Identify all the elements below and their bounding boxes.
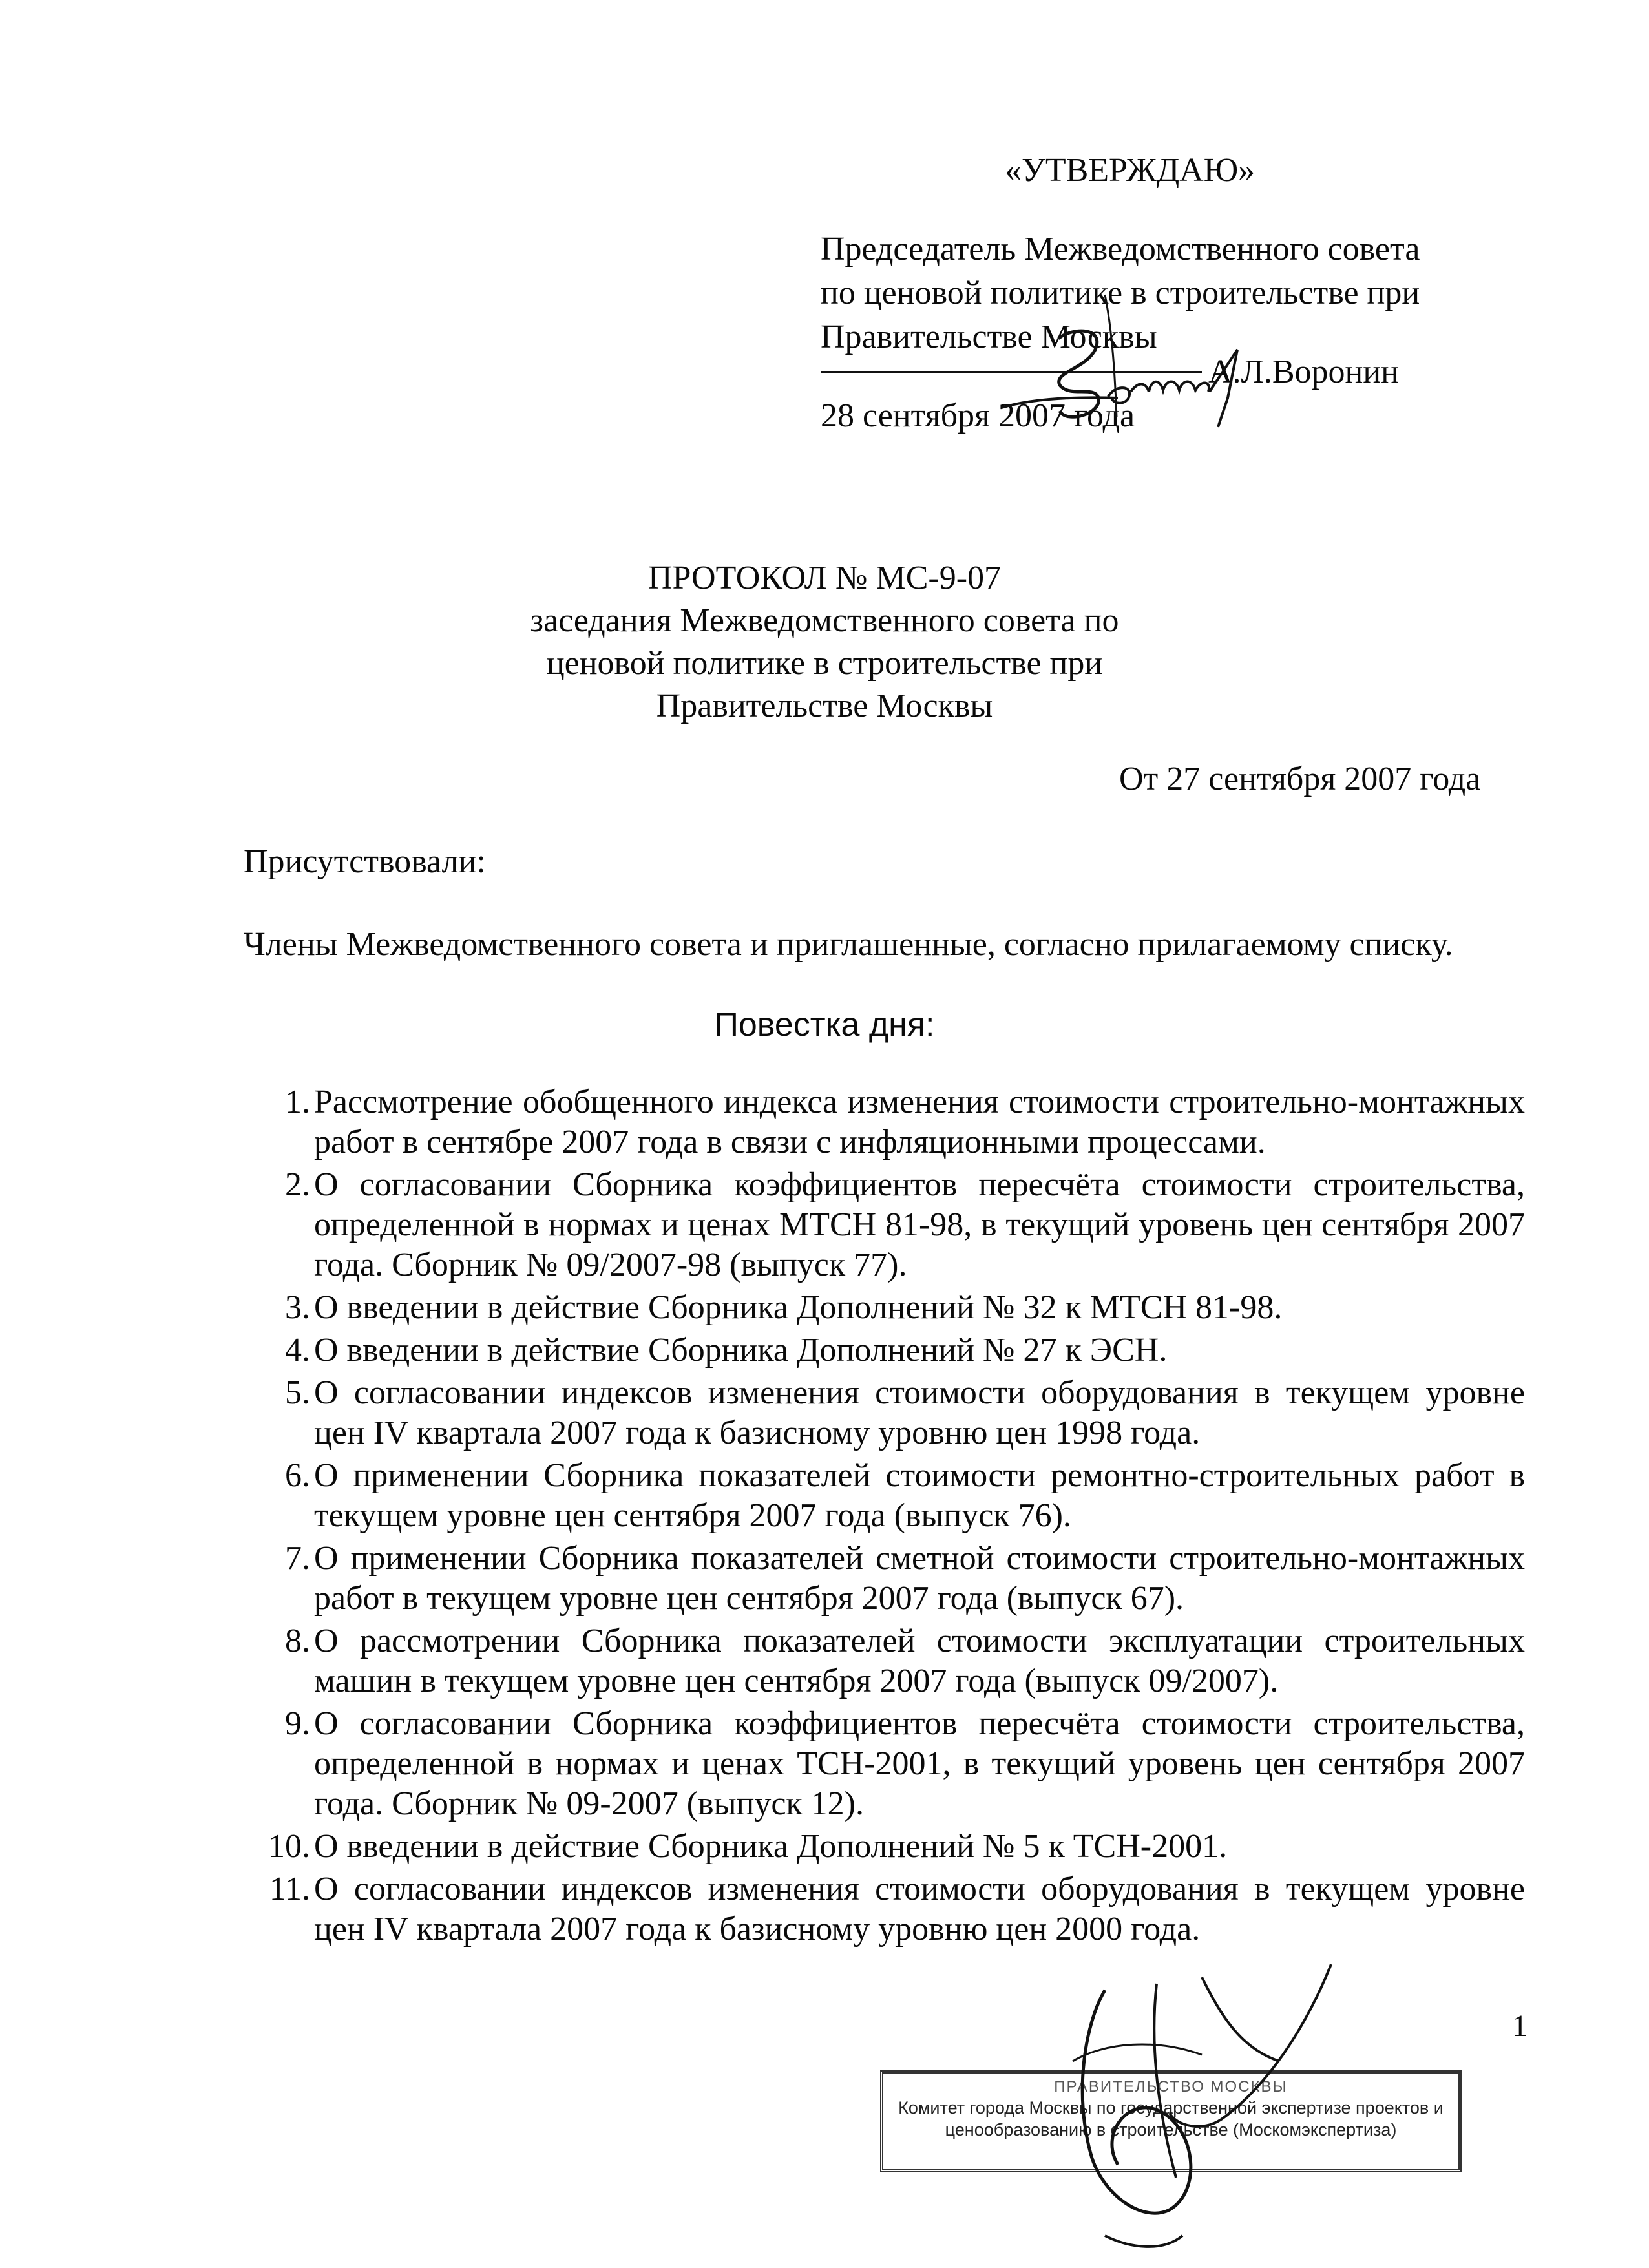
approval-title: «УТВЕРЖДАЮ» [1005,152,1255,189]
agenda-item-number: 2. [285,1166,310,1203]
agenda-item-text: Рассмотрение обобщенного индекса изменения стоимости строительно-монтажных работ в сентябре 2007 года в связи с инфляционными процессами. [314,1084,1525,1160]
agenda-item-text: О введении в действие Сборника Дополнений № 27 к ЭСН. [314,1332,1168,1369]
agenda-item [258,1869,1525,1949]
agenda-item [258,1621,1525,1701]
protocol-line-1: заседания Межведомственного совета по [530,602,1119,639]
agenda-item-number: 5. [285,1374,310,1411]
agenda-item-number: 7. [285,1540,310,1577]
agenda-item-number: 1. [285,1084,310,1120]
agenda-item-number: 4. [285,1332,310,1369]
agenda-item-text: О введении в действие Сборника Дополнений № 32 к МТСН 81-98. [314,1289,1283,1326]
approval-line-2: по ценовой политике в строительстве при [821,275,1420,311]
meeting-date: От 27 сентября 2007 года [1119,761,1481,797]
protocol-line-3: Правительстве Москвы [656,688,993,724]
agenda-list [258,1082,1525,1952]
present-label: Присутствовали: [244,843,486,880]
agenda-item-text: О согласовании Сборника коэффициентов пересчёта стоимости строительства, определенной в нормах и ценах МТСН 81-98, в текущий уровень цен сентября 2007 года. Сборник № 09/2007-98 (выпуск 77). [314,1166,1525,1283]
stamp-line-2: Комитет города Москвы по государственной экспертизе проектов и [898,2098,1444,2117]
agenda-item-text: О рассмотрении Сборника показателей стоимости эксплуатации строительных машин в текущем уровне цен сентября 2007 года (выпуск 09/2007). [314,1622,1525,1699]
approval-line-3: Правительстве Москвы [821,319,1157,355]
agenda-item [258,1827,1525,1867]
agenda-item [258,1165,1525,1285]
agenda-item-text: О согласовании индексов изменения стоимости оборудования в текущем уровне цен IV квартала 2007 года к базисному уровню цен 2000 года. [314,1871,1525,1948]
agenda-item-number: 6. [285,1457,310,1494]
agenda-title: Повестка дня: [714,1006,935,1044]
agenda-item [258,1288,1525,1328]
agenda-item-text: О согласовании Сборника коэффициентов пересчёта стоимости строительства, определенной в нормах и ценах ТСН-2001, в текущий уровень цен сентября 2007 года. Сборник № 09-2007 (выпуск 12). [314,1705,1525,1822]
stamp-line-3: ценообразованию в строительстве (Москомэкспертиза) [945,2120,1397,2139]
agenda-item-text: О применении Сборника показателей стоимости ремонтно-строительных работ в текущем уровне цен сентября 2007 года (выпуск 76). [314,1457,1525,1534]
page-number: 1 [1512,2009,1528,2043]
approval-line-1: Председатель Межведомственного совета [821,231,1420,268]
agenda-item [258,1538,1525,1619]
agenda-item [258,1330,1525,1370]
bottom-signature-icon [1008,1964,1370,2262]
agenda-item [258,1082,1525,1162]
agenda-item-number: 8. [285,1622,310,1659]
agenda-item-text: О применении Сборника показателей сметной стоимости строительно-монтажных работ в текущем уровне цен сентября 2007 года (выпуск 67). [314,1540,1525,1617]
agenda-item-number: 3. [285,1289,310,1326]
agenda-item-text: О введении в действие Сборника Дополнений № 5 к ТСН-2001. [314,1828,1228,1865]
stamp-line-1: ПРАВИТЕЛЬСТВО МОСКВЫ [1054,2078,1288,2095]
agenda-item [258,1373,1525,1453]
protocol-line-2: ценовой политике в строительстве при [546,645,1103,682]
approval-signer: А.Л.Воронин [1208,353,1399,390]
chairman-signature-icon [982,288,1266,443]
agenda-item-text: О согласовании индексов изменения стоимости оборудования в текущем уровне цен IV квартала 2007 года к базисному уровню цен 1998 года. [314,1374,1525,1451]
members-text: Члены Межведомственного совета и приглашенные, согласно прилагаемому списку. [244,926,1453,963]
agenda-item-number: 9. [285,1705,310,1742]
agenda-item [258,1456,1525,1536]
approval-date: 28 сентября 2007 года [821,397,1135,434]
agenda-item-number: 10. [268,1828,310,1865]
agenda-item-number: 11. [269,1871,310,1907]
agenda-item [258,1704,1525,1824]
protocol-title: ПРОТОКОЛ № МС-9-07 [647,560,1002,596]
protocol-header [0,557,1649,728]
